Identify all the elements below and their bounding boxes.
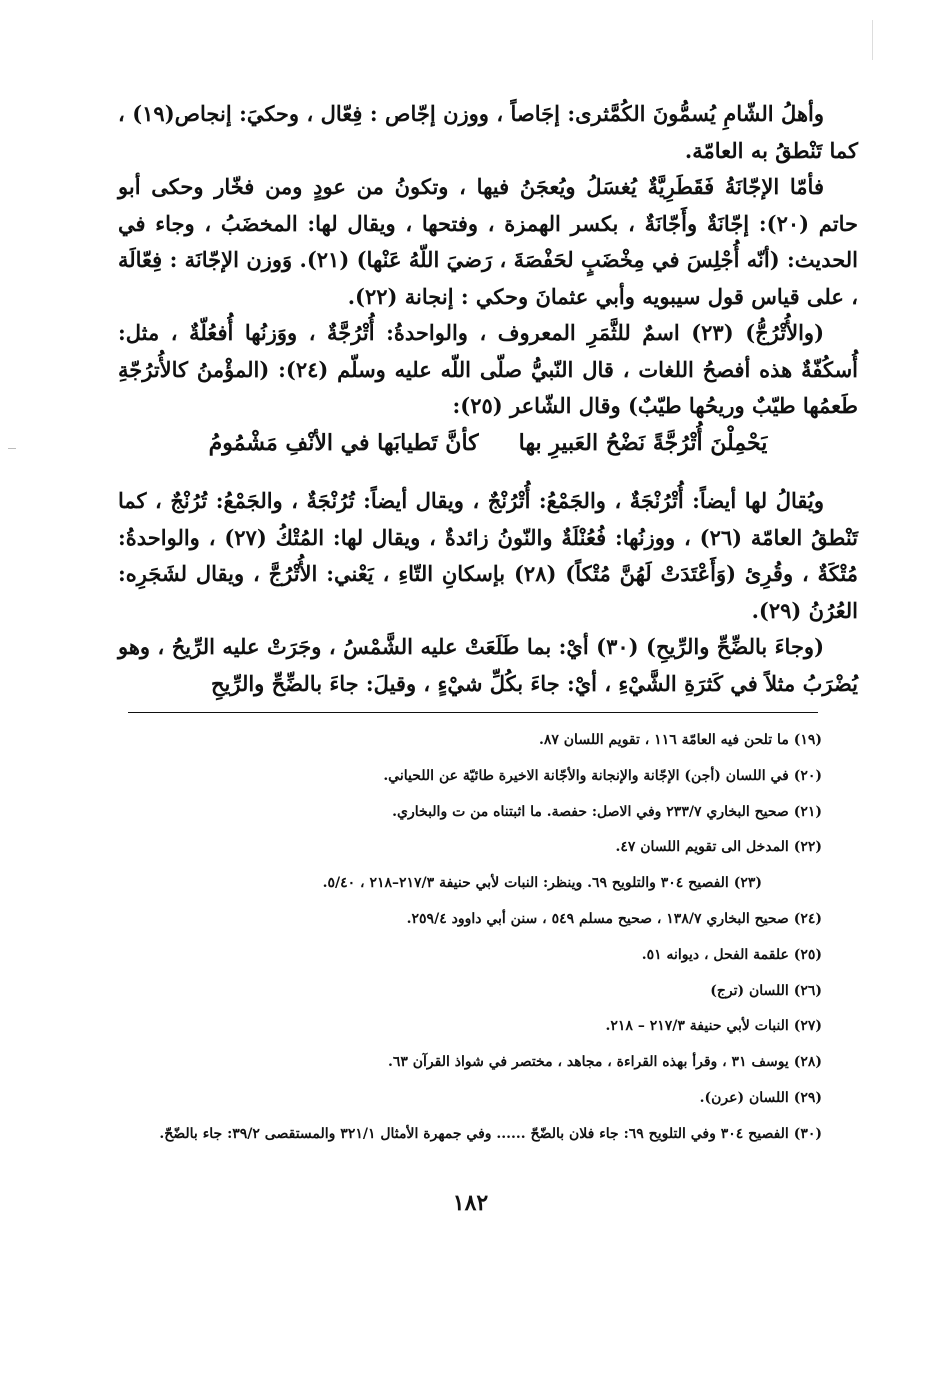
footnote: (٢٨) يوسف ٣١ ، وقرأ بهذه القراءة ، مجاهد ، مختصر في شواذ القرآن ٦٣. xyxy=(387,1054,822,1071)
page-number: ١٨٢ xyxy=(452,1190,489,1216)
paragraph: ويُقالُ لها أيضاً: أُتْرُنْجَةٌ ، والجَمْعُ: أُتْرُنْجٌ ، ويقال أيضاً: تُرُنْجَةٌ ، والجَمْعُ: تُرُنْجٌ ، كما تَنْطقُ العامّة (٢٦) ، ووزنُها: فُعُنْلَةٌ والنّونُ زائدةٌ ، ويقال لها: المُتْكُ (٢٧) ، والواحدةُ: مُتْكَةٌ ، وقُرِئ (وَأَعْتَدَتْ لَهُنَّ مُتْكاً) (٢٨) بإسكانِ التّاءِ ، يَعْني: الأُتْرُجَّ ، ويقال لشَجَرِه: العُرُنُ (٢٩). xyxy=(118,488,858,623)
paragraph: (وجاءَ بالضِّحِّ والرِّيحِ) (٣٠) أيْ: بما طَلَعَتْ عليه الشَّمْسُ ، وجَرَتْ عليه الرِّيحُ ، وهو يُضْرَبُ مثلاً في كَثرَةِ الشَّيْءِ ، أيْ: جاءَ بكُلِّ شيْءٍ ، وقيلَ: جاءَ بالضِّحِّ والرِّيحِ xyxy=(118,634,858,696)
footnote-divider xyxy=(128,712,818,713)
main-text xyxy=(118,96,858,702)
footnote: (٣٠) الفصيح ٣٠٤ وفي التلويح ٦٩: جاء فلان بالضّحّ ...... وفي جمهرة الأمثال ٣٢١/١ والمستقصى ٣٩/٢: جاء بالضّحّ. xyxy=(159,1125,822,1142)
paragraph: فأمّا الإجّانَةُ فَقَطَرِيَّةٌ يُغسَلُ ويُعجَنُ فيها ، وتكونُ من عودٍ ومن فخّار وحكى أبو حاتم (٢٠): إجّانَةٌ وأَجّانَةٌ ، بكسر الهمزة ، وفتحها ، ويقال لها: المخضَبُ ، وجاء في الحديث: (أنّه أُجْلِسَ في مِخْضَبٍ لحَفْصَةَ ، رَضيَ اللّهُ عَنْها) (٢١). وَوزن الإجّانَة : فِعّالَة ، على قياس قول سيبويه وأبي عثمانَ وحكي : إنجانة (٢٢). xyxy=(118,174,859,309)
footnote: (٢٠) في اللسان (أجن) الإجّانة والإنجانة والأجّانة الاخيرة طائيّة عن اللحياني. xyxy=(383,767,822,784)
verse-second-hemistich: كأنَّ تَطيابَها في الأنْفِ مَشْمُومُ xyxy=(208,429,479,456)
footnote: (٢٣) الفصيح ٣٠٤ والتلويح ٦٩. وينظر: النبات لأبي حنيفة ٢١٧/٣–٢١٨ ، ٥/٤٠. xyxy=(322,875,762,892)
scan-artifact xyxy=(8,448,16,449)
scan-artifact xyxy=(872,20,873,60)
footnote: (٢٢) المدخل الى تقويم اللسان ٤٧. xyxy=(615,839,822,856)
footnote: (١٩) ما تلحن فيه العامّة ١١٦ ، تقويم اللسان ٨٧. xyxy=(538,732,822,748)
poetry-verse xyxy=(118,425,858,462)
footnote: (٢٥) علقمة الفحل ، ديوانه ٥١. xyxy=(641,946,822,963)
footnote: (٢٧) النبات لأبي حنيفة ٢١٧/٣ – ٢١٨. xyxy=(605,1018,822,1035)
footnote: (٢٦) اللسان (ترج) xyxy=(710,982,822,999)
paragraph: (والأُتْرُجُّ) (٢٣) اسمٌ للثَّمَرِ المعروف ، والواحدةُ: أُتْرُجَّةٌ ، ووَزنُها أُفعُلّةٌ ، مثل: أُسكُفّةٌ هذه أفصحُ اللغات ، قال النّبيُّ صلّى اللّه عليه وسلّم (٢٤): (المؤْمنُ كالأُترُجّةِ طَعمُها طيّبٌ وريحُها طيّبٌ) وقال الشّاعر (٢٥): xyxy=(118,320,858,418)
footnotes xyxy=(110,730,822,1152)
footnote: (٢٩) اللسان (عرن). xyxy=(699,1089,822,1106)
paragraph: وأهلُ الشّامِ يُسمُّونَ الكُمَّثرى: إجَاصاً ، ووزن إجّاص : فِعّال ، وحكيَ: إنجاص(١٩) ، كما تَنْطقُ به العامّة. xyxy=(118,101,858,163)
verse-first-hemistich: يَحْمِلْنَ أُتْرُجَّةً نَضْحُ العَبيرِ بها xyxy=(518,429,768,456)
footnote: (٢١) صحيح البخاري ٢٣٣/٧ وفي الاصل: حفصة. ما اثبتناه من ت والبخاري. xyxy=(392,803,822,820)
footnote: (٢٤) صحيح البخاري ١٣٨/٧ ، صحيح مسلم ٥٤٩ ، سنن أبي داوود ٢٥٩/٤. xyxy=(406,910,822,927)
